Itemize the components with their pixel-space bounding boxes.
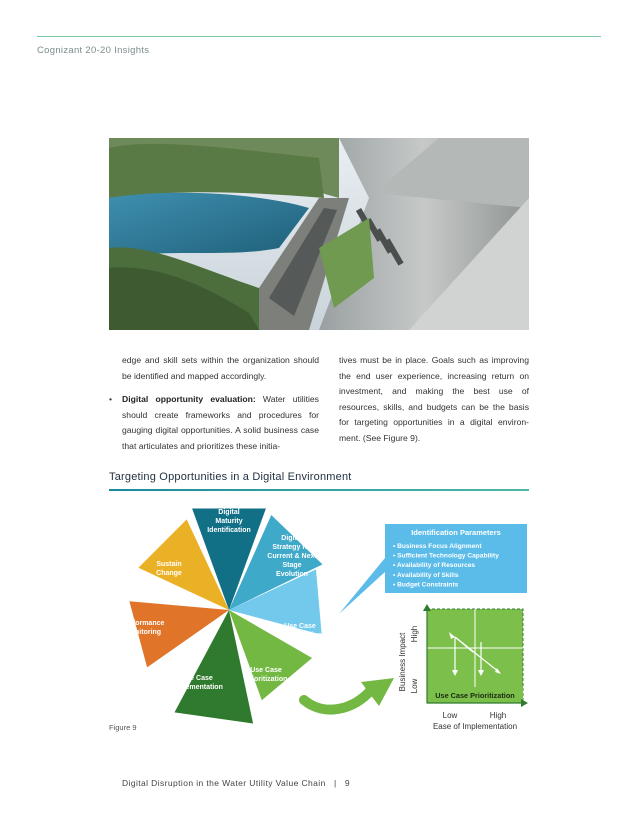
figure-9-diagram: [109, 492, 529, 744]
text-column-right: [339, 353, 529, 455]
header-title: Cognizant 20-20 Insights: [37, 45, 150, 56]
petal-label-1: Digital Maturity Identification: [207, 509, 251, 534]
dam-photo: [109, 138, 529, 330]
param-item: • Business Focus Alignment: [393, 543, 482, 550]
petal-label-5: Use Case Implementation: [171, 675, 223, 691]
matrix-x-low: Low: [442, 711, 458, 720]
footer: [122, 778, 350, 788]
text-column-left: [109, 353, 319, 463]
bullet-paragraph: [109, 392, 319, 454]
matrix-y-low: Low: [410, 678, 419, 694]
petal-label-6: Performance Monitoring: [121, 620, 165, 636]
bullet-dot: •: [109, 394, 113, 405]
figure-label: Figure 9: [109, 723, 137, 732]
param-item: • Budget Constraints: [393, 581, 459, 589]
bullet-text: Water utilities should create frameworks and procedures for gauging digital opportunities. A solid business case that articulates and prioritizes these initia-: [122, 394, 319, 451]
petal-label-7: Sustain Change: [156, 561, 182, 577]
params-title: Identification Parameters: [411, 528, 501, 537]
footer-separator: |: [334, 778, 337, 788]
figure-title: Targeting Opportunities in a Digital Environment: [109, 471, 352, 483]
bullet-bold-lead: Digital opportunity evaluation:: [122, 394, 256, 405]
petal-label-2: Digital Strategy for Current & Next Stage Evolution: [267, 535, 317, 578]
param-item: • Availability of Resources: [393, 562, 476, 570]
matrix-x-high: High: [489, 711, 507, 720]
paragraph-goals: tives must be in place. Goals such as improving the end user experience, increasing return on investment, and making the best use of resources, skills, and budgets can be the basis for targeting opportunities in a digital environ-ment. (See Figure 9).: [339, 355, 529, 443]
matrix-y-high: High: [410, 625, 419, 643]
figure-title-rule: [109, 489, 529, 491]
param-item: • Availability of Skills: [393, 571, 459, 579]
petal-label-4: Use Case Prioritization: [244, 667, 288, 683]
matrix-x-label: Ease of Implementation: [432, 722, 518, 731]
footer-title: Digital Disruption in the Water Utility Value Chain: [122, 778, 326, 788]
header-rule: [37, 36, 601, 37]
paragraph-skills: edge and skill sets within the organization should be identified and mapped accordingly.: [122, 355, 319, 381]
petal-label-3: Use Case Identification: [278, 623, 322, 639]
matrix-y-label: Business Impact: [398, 632, 407, 692]
param-item: • Sufficient Technology Capability: [393, 552, 499, 560]
curved-arrow: [304, 690, 371, 710]
matrix-title: Use Case Prioritization: [435, 691, 515, 700]
page-number: 9: [344, 778, 351, 788]
